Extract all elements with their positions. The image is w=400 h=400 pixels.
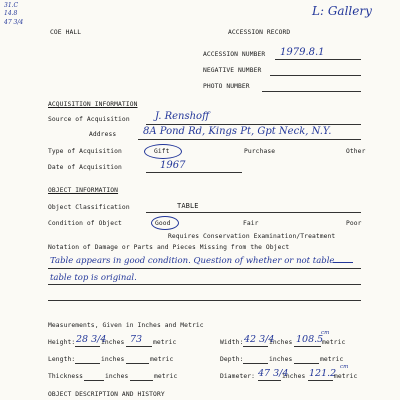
conservation-note: Requires Conservation Examination/Treatment <box>168 233 336 240</box>
condition-label: Condition of Object <box>48 220 122 227</box>
type-option-other: Other <box>346 148 366 155</box>
negative-number-line <box>270 75 361 76</box>
damage-text-2: table top is original. <box>50 273 137 283</box>
corner-note-1: 31.C <box>4 2 19 9</box>
length-metric-line <box>126 363 149 364</box>
height-inches-word: inches <box>101 339 125 346</box>
photo-number-line <box>262 91 361 92</box>
location-note: L: Gallery <box>312 4 372 18</box>
damage-label: Notation of Damage or Parts and Pieces Missing from the Object <box>48 244 290 251</box>
address-label: Address <box>89 131 117 138</box>
type-label: Type of Acquisition <box>48 148 122 155</box>
length-label: Length: <box>48 356 76 363</box>
date-value: 1967 <box>160 160 186 171</box>
corner-note-2: 14.8 <box>4 10 18 17</box>
thickness-metric-word: metric <box>154 373 178 380</box>
thickness-label: Thickness <box>48 373 84 380</box>
classification-value: TABLE <box>177 202 199 210</box>
width-metric-word: metric <box>322 339 346 346</box>
diameter-unit-note: cm <box>340 364 349 370</box>
damage-line-2 <box>48 284 361 285</box>
record-title: ACCESSION RECORD <box>228 29 291 36</box>
date-label: Date of Acquisition <box>48 164 122 171</box>
diameter-inches-word: inches <box>282 373 306 380</box>
depth-inches-line <box>243 363 268 364</box>
measurements-title: Measurements, Given in Inches and Metric <box>48 322 204 329</box>
width-label: Width: <box>220 339 244 346</box>
height-inches-value: 28 3/4 <box>76 334 107 345</box>
length-metric-word: metric <box>150 356 174 363</box>
length-inches-word: inches <box>101 356 125 363</box>
width-metric-line <box>294 346 321 347</box>
source-value: J. Renshoff <box>155 111 210 122</box>
type-option-gift: Gift <box>154 148 170 155</box>
accession-number-value: 1979.8.1 <box>280 47 325 58</box>
object-section-title: OBJECT INFORMATION <box>48 187 119 194</box>
height-metric-word: metric <box>153 339 177 346</box>
classification-line <box>146 212 361 213</box>
photo-number-label: PHOTO NUMBER <box>203 83 250 90</box>
type-option-purchase: Purchase <box>244 148 276 155</box>
source-line <box>146 124 361 125</box>
width-inches-word: inches <box>269 339 293 346</box>
negative-number-label: NEGATIVE NUMBER <box>203 67 262 74</box>
address-line <box>138 139 361 140</box>
condition-option-fair: Fair <box>243 220 259 227</box>
width-unit-note: cm <box>321 330 330 336</box>
width-inches-line <box>243 346 268 347</box>
damage-line-1 <box>48 268 361 269</box>
depth-metric-line <box>294 363 319 364</box>
diameter-metric-line <box>308 380 333 381</box>
diameter-inches-line <box>258 380 281 381</box>
damage-line-3 <box>48 300 361 301</box>
length-inches-line <box>75 363 100 364</box>
strikethrough-mark <box>333 262 353 263</box>
address-value: 8A Pond Rd, Kings Pt, Gpt Neck, N.Y. <box>143 126 332 137</box>
accession-number-line <box>275 59 361 60</box>
condition-option-good: Good <box>155 220 171 227</box>
height-label: Height: <box>48 339 76 346</box>
classification-label: Object Classification <box>48 204 130 211</box>
accession-number-label: ACCESSION NUMBER <box>203 51 266 58</box>
diameter-metric-value: 121.2 <box>309 368 337 379</box>
depth-metric-word: metric <box>320 356 344 363</box>
height-metric-line <box>126 346 152 347</box>
condition-option-poor: Poor <box>346 220 362 227</box>
depth-label: Depth: <box>220 356 244 363</box>
thickness-metric-line <box>130 380 153 381</box>
source-label: Source of Acquisition <box>48 116 130 123</box>
date-line <box>146 172 242 173</box>
diameter-label: Diameter: <box>220 373 256 380</box>
height-inches-line <box>75 346 100 347</box>
diameter-inches-value: 47 3/4 <box>258 368 289 379</box>
height-metric-value: 73 <box>130 334 143 345</box>
institution-name: COE HALL <box>50 29 82 36</box>
depth-inches-word: inches <box>269 356 293 363</box>
width-metric-value: 108.5 <box>296 334 324 345</box>
width-inches-value: 42 3/4 <box>244 334 275 345</box>
damage-text-1: Table appears in good condition. Question of whether or not table <box>50 256 335 266</box>
corner-note-3: 47 3/4 <box>4 19 24 26</box>
acquisition-section-title: ACQUISITION INFORMATION <box>48 101 138 108</box>
description-section-title: OBJECT DESCRIPTION AND HISTORY <box>48 391 165 398</box>
thickness-inches-word: inches <box>105 373 129 380</box>
thickness-inches-line <box>84 380 104 381</box>
diameter-metric-word: metric <box>334 373 358 380</box>
